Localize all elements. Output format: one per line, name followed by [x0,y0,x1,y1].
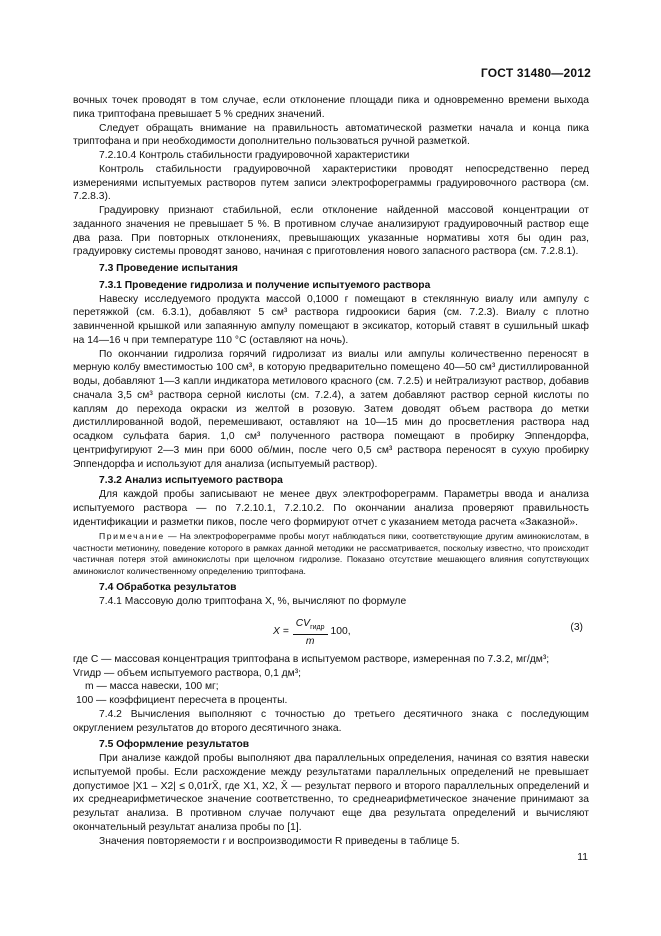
definition-m: m — масса навески, 100 мг; [85,681,219,693]
formula-expression [273,617,351,648]
numerator-subscript: гидр [310,623,325,631]
paragraph-7-4-1: 7.4.1 Массовую долю триптофана X, %, вычисляют по формуле [99,596,407,607]
formula-numerator [293,617,328,635]
heading-7-4: 7.4 Обработка результатов [99,582,237,594]
page-number: 11 [577,852,588,863]
paragraph-calibration-control: Контроль стабильности градуировочной характеристики проводят непосредственно перед измерениями испытуемых растворов путем записи электрофореграммы градуировочного раствора (см. 7.2.8.3). [73,163,589,203]
subsection-7-2-10-4: 7.2.10.4 Контроль стабильности градуировочной характеристики [99,150,410,161]
heading-7-3-1: 7.3.1 Проведение гидролиза и получение испытуемого раствора [99,279,431,291]
numerator-main: CV [295,617,311,629]
formula-3 [73,613,589,653]
paragraph-continuation: вочных точек проводят в том случае, если отклонение площади пика и одновременно времени выхода пика триптофана превышает 5 % средних значений. [73,95,589,120]
formula-definitions [73,653,589,708]
paragraph-analysis: Для каждой пробы записывают не менее двух электрофореграмм. Параметры ввода и анализа испытуемого раствора — по 7.2.10.1, 7.2.10.2. По окончании анализа проверяют правильность идентификации и разметки пиков, после чего формируют отчет с указанием метода расчета «Заказной». [73,489,589,528]
formula-denominator: m [305,635,315,647]
paragraph-calibration-stability: Градуировку признают стабильной, если отклонение найденной массовой концентрации от заданного значения не превышает 5 %. В противном случае анализируют градуировочный раствор еще два раза. При повторных отклонениях, превышающих указанные нормативы хотя бы один раз, градуировку системы проводят заново, начиная с приготовления нового запасного раствора (см. 7.2.8.1). [73,205,589,258]
paragraph-repeatability: Значения повторяемости r и воспроизводимости R приведены в таблице 5. [99,835,460,847]
paragraph-hydrolysate-transfer: По окончании гидролиза горячий гидролизат из виалы или ампулы количественно переносят в мерную колбу вместимостью 100 см³, в которую предварительно помещено 40—50 см³ дистиллированной воды, добавляют 1—3 капли индикатора метилового красного (см. 7.2.5) и нейтрализуют раствор, добавив сначала 3,5 см³ раствора серной кислоты (см. 7.2.4), а затем добавляют раствор серной кислоты по каплям до перехода окраски из желтой в розовую. Затем доводят объем раствора до метки дистиллированной водой, перемешивают, оставляют на 10—15 мин до просветления раствора над осадком сульфата бария. 1,0 см³ полученного раствора помещают в пробирку Эппендорфа, центрифугируют 2—3 мин при 6000 об/мин, после чего 0,5 см³ раствора переносят в сухую пробирку Эппендорфа и используют для анализа (испытуемый раствор). [73,348,589,470]
page-content [73,94,589,848]
equation-number: (3) [570,621,583,633]
heading-7-3: 7.3 Проведение испытания [99,263,238,274]
heading-7-5: 7.5 Оформление результатов [99,739,250,751]
definition-v: Vгидр — объем испытуемого раствора, 0,1 дм³; [73,667,302,679]
note [73,531,589,577]
formula-fraction [293,617,328,648]
paragraph-results: При анализе каждой пробы выполняют два параллельных определения, начиная со взятия навески испытуемой пробы. Если расхождение между результатами параллельных определений не превышает допустимое |X1 – X2| ≤ 0,01rX̄, где X1, X2, X̄ — результат первого и второго параллельных определений и их среднеарифметическое значение соответственно, то среднеарифметическое значение принимают за результат анализа. В противном случае получают еще два результата определений и вычисляют окончательный результат анализа пробы по [1]. [73,753,589,833]
definition-c: где C — массовая концентрация триптофана в испытуемом растворе, измеренная по 7.3.2, мг/дм³; [73,653,550,665]
paragraph-peak-marking: Следует обращать внимание на правильность автоматической разметки начала и конца пика триптофана и при необходимости дополнительно пользоваться ручной разметкой. [73,122,589,148]
formula-multiplier: 100, [330,626,351,638]
paragraph-7-4-2: 7.4.2 Вычисления выполняют с точностью до третьего десятичного знака с последующим округлением результатов до второго десятичного знака. [73,708,589,734]
note-label: Примечание [99,531,165,542]
note-text: — На электрофореграмме пробы могут наблюдаться пики, соответствующие другим аминокислотам, в частности метионину, поведение которого в рамках данной методики не рассматривается, поскольку известно, что происходит частичная потеря этой аминокислоты при щелочном гидролизе. Показано отсутствие мешающего влияния сопутствующих аминокислот количественному определению триптофана. [73,531,589,576]
formula-lhs: X = [273,626,289,638]
paragraph-sample-weighing: Навеску исследуемого продукта массой 0,1000 г помещают в стеклянную виалу или ампулу с перетяжкой (см. 6.3.1), добавляют 5 см³ раствора гидроокиси бария (см. 7.2.3). Виалу с плотно завинченной крышкой или запаянную ампулу помещают в эксикатор, который ставят в сушильный шкаф на 14—16 ч при температуре 110 °С (оставляют на ночь). [73,293,589,346]
standard-code: ГОСТ 31480—2012 [480,66,591,80]
heading-7-3-2: 7.3.2 Анализ испытуемого раствора [99,475,283,487]
definition-100: 100 — коэффициент пересчета в проценты. [76,695,288,706]
